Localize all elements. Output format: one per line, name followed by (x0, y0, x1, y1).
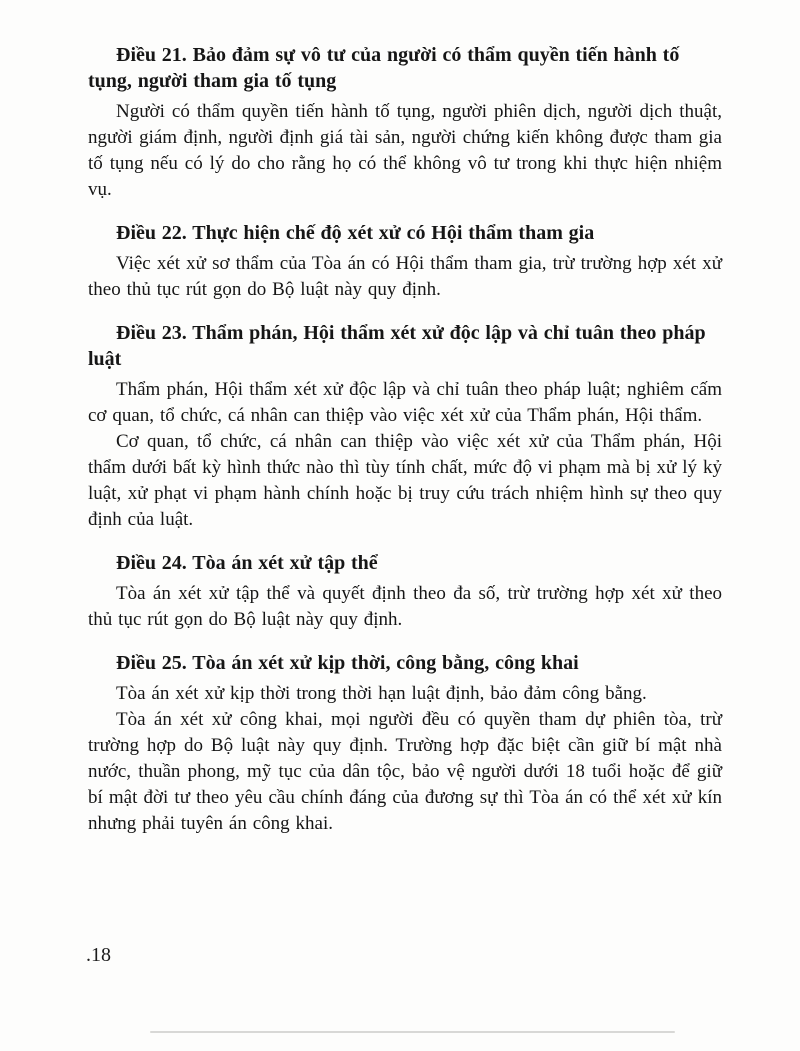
article-23-heading: Điều 23. Thẩm phán, Hội thẩm xét xử độc lập và chỉ tuân theo pháp luật (88, 322, 706, 370)
article-23-paragraph-2: Cơ quan, tổ chức, cá nhân can thiệp vào việc xét xử của Thẩm phán, Hội thẩm dưới bất kỳ hình thức nào thì tùy tính chất, mức độ vi phạm mà bị xử lý kỷ luật, xử phạt vi phạm hành chính hoặc bị truy cứu trách nhiệm hình sự theo quy định của luật. (88, 431, 722, 530)
article-dieu-24 (88, 550, 722, 633)
page-number: .18 (86, 944, 111, 966)
article-21-paragraph-1: Người có thẩm quyền tiến hành tố tụng, người phiên dịch, người dịch thuật, người giám định, người định giá tài sản, người chứng kiến không được tham gia tố tụng nếu có lý do cho rằng họ có thể không vô tư trong khi thực hiện nhiệm vụ. (88, 101, 722, 200)
article-dieu-23 (88, 320, 722, 533)
article-dieu-21 (88, 42, 722, 203)
article-24-heading: Điều 24. Tòa án xét xử tập thể (116, 552, 378, 574)
article-22-heading: Điều 22. Thực hiện chế độ xét xử có Hội thẩm tham gia (116, 222, 595, 244)
article-24-paragraph-1: Tòa án xét xử tập thể và quyết định theo đa số, trừ trường hợp xét xử theo thủ tục rút gọn do Bộ luật này quy định. (88, 583, 722, 630)
article-23-paragraph-1: Thẩm phán, Hội thẩm xét xử độc lập và chỉ tuân theo pháp luật; nghiêm cấm cơ quan, tổ chức, cá nhân can thiệp vào việc xét xử của Thẩm phán, Hội thẩm. (88, 379, 722, 426)
article-dieu-25 (88, 650, 722, 837)
article-22-paragraph-1: Việc xét xử sơ thẩm của Tòa án có Hội thẩm tham gia, trừ trường hợp xét xử theo thủ tục rút gọn do Bộ luật này quy định. (88, 253, 722, 300)
article-25-paragraph-1: Tòa án xét xử kịp thời trong thời hạn luật định, bảo đảm công bằng. (116, 683, 647, 704)
scan-artifact-line (150, 1031, 675, 1033)
article-25-paragraph-2: Tòa án xét xử công khai, mọi người đều có quyền tham dự phiên tòa, trừ trường hợp do Bộ luật này quy định. Trường hợp đặc biệt cần giữ bí mật nhà nước, thuần phong, mỹ tục của dân tộc, bảo vệ người dưới 18 tuổi hoặc để giữ bí mật đời tư theo yêu cầu chính đáng của đương sự thì Tòa án có thể xét xử kín nhưng phải tuyên án công khai. (88, 709, 722, 834)
article-25-heading: Điều 25. Tòa án xét xử kịp thời, công bằng, công khai (116, 652, 579, 674)
article-dieu-22 (88, 220, 722, 303)
article-21-heading: Điều 21. Bảo đảm sự vô tư của người có thẩm quyền tiến hành tố tụng, người tham gia tố tụng (88, 44, 680, 92)
